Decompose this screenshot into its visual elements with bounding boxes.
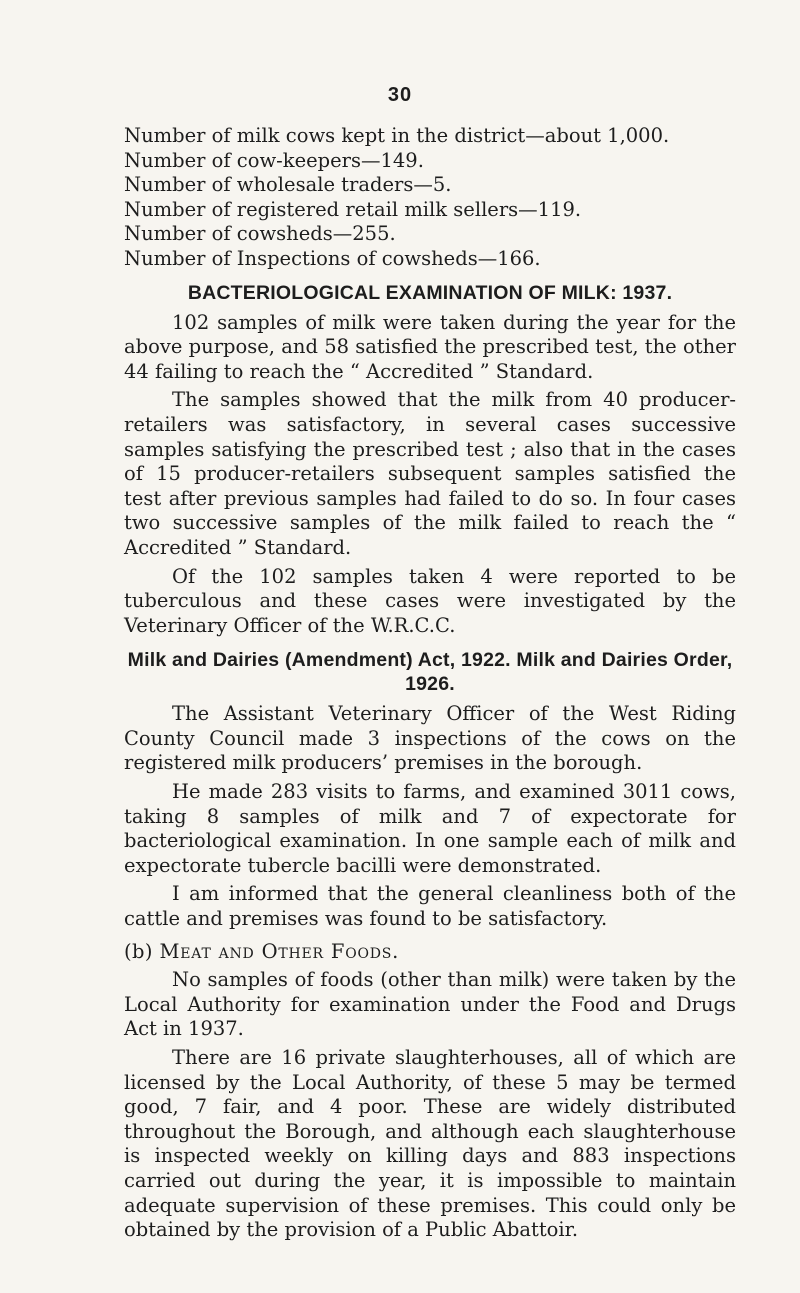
stat-cowsheds: Number of cowsheds—255. <box>124 222 396 246</box>
page-content <box>124 124 736 1247</box>
paragraph-producer-retailers: The samples showed that the milk from 40 producer-retailers was satisfactory, in several cases successive samples satisfying the prescribed test ; also that in the cases of 15 producer-retailers subsequent samples satisfied the test after previous samples had failed to do so. In four cases two successive samples of the milk failed to reach the “ Accredited ” Standard. <box>124 388 736 559</box>
heading-milk-and-dairies-act: Milk and Dairies (Amendment) Act, 1922. Milk and Dairies Order, 1926. <box>127 649 733 696</box>
paragraph-slaughterhouses: There are 16 private slaughterhouses, all of which are licensed by the Local Authority, of these 5 may be termed good, 7 fair, and 4 poor. These are widely distributed throughout the Borough, and although each slaughterhouse is inspected weekly on killing days and 883 inspections carried out during the year, it is impossible to maintain adequate supervision of these premises. This could only be obtained by the provision of a Public Abattoir. <box>124 1046 736 1242</box>
section-marker: (b) <box>124 939 153 963</box>
paragraph-food-samples: No samples of foods (other than milk) were taken by the Local Authority for examination under the Food and Drugs Act in 1937. <box>124 968 736 1041</box>
stat-retail-milk-sellers: Number of registered retail milk sellers—119. <box>124 197 582 221</box>
section-heading-meat-and-other-foods <box>124 940 736 965</box>
stat-cowshed-inspections: Number of Inspections of cowsheds—166. <box>124 246 541 270</box>
dairy-statistics-list <box>124 124 736 272</box>
stat-wholesale-traders: Number of wholesale traders—5. <box>124 173 452 197</box>
paragraph-cleanliness: I am informed that the general cleanliness both of the cattle and premises was found to be satisfactory. <box>124 882 736 931</box>
heading-bacteriological-examination: BACTERIOLOGICAL EXAMINATION OF MILK: 1937. <box>187 281 673 304</box>
section-title: Meat and Other Foods. <box>159 939 400 963</box>
page-number: 30 <box>387 84 413 106</box>
paragraph-samples-taken: 102 samples of milk were taken during the year for the above purpose, and 58 satisfied the prescribed test, the other 44 failing to reach the “ Accredited ” Standard. <box>124 310 736 383</box>
stat-cow-keepers: Number of cow-keepers—149. <box>124 148 424 172</box>
paragraph-tuberculous-samples: Of the 102 samples taken 4 were reported to be tuberculous and these cases were investigated by the Veterinary Officer of the W.R.C.C. <box>124 564 736 637</box>
stat-milk-cows: Number of milk cows kept in the district—about 1,000. <box>124 124 670 147</box>
paragraph-farm-visits: He made 283 visits to farms, and examined 3011 cows, taking 8 samples of milk and 7 of expectorate for bacteriological examination. In one sample each of milk and expectorate tubercle bacilli were demonstrated. <box>124 780 736 877</box>
paragraph-veterinary-inspections: The Assistant Veterinary Officer of the West Riding County Council made 3 inspections of the cows on the registered milk producers’ premises in the borough. <box>124 702 736 775</box>
